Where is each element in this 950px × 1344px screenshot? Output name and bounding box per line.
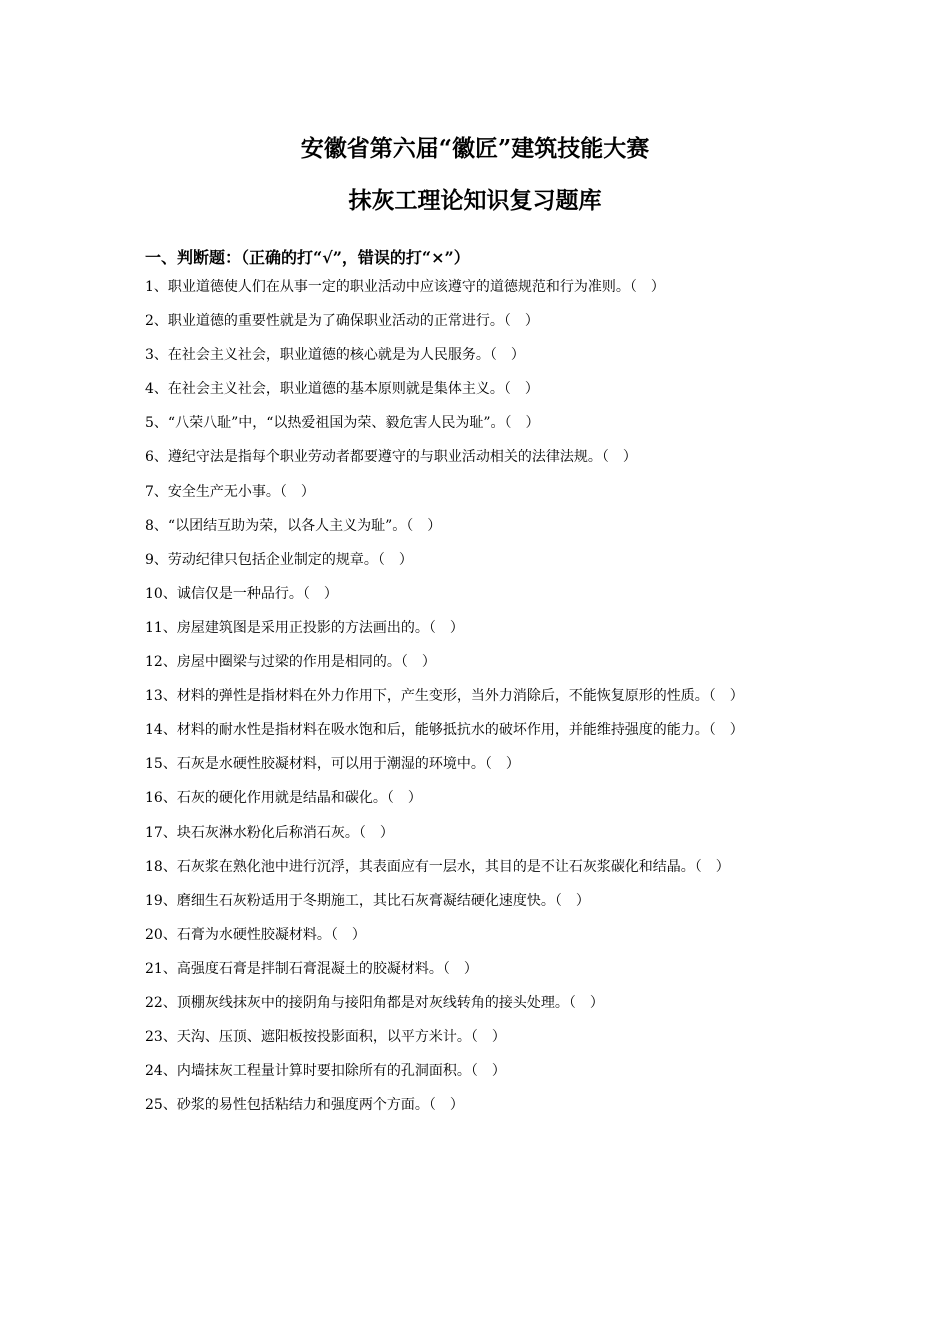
question-item: 2、职业道德的重要性就是为了确保职业活动的正常进行。（ ） bbox=[145, 313, 539, 330]
question-item: 24、内墙抹灰工程量计算时要扣除所有的孔洞面积。（ ） bbox=[145, 1063, 506, 1080]
question-item: 1、职业道德使人们在从事一定的职业活动中应该遵守的道德规范和行为准则。（ ） bbox=[145, 279, 665, 295]
question-item: 12、房屋中圈梁与过梁的作用是相同的。（ ） bbox=[145, 654, 436, 671]
question-item: 21、高强度石膏是拌制石膏混凝土的胶凝材料。（ ） bbox=[145, 960, 478, 977]
question-item: 16、石灰的硬化作用就是结晶和碳化。（ ） bbox=[145, 790, 422, 807]
question-item: 13、材料的弹性是指材料在外力作用下，产生变形，当外力消除后，不能恢复原形的性质。（ ） bbox=[145, 688, 744, 705]
question-item: 25、砂浆的易性包括粘结力和强度两个方面。（ ） bbox=[145, 1097, 464, 1114]
question-item: 20、石膏为水硬性胶凝材料。（ ） bbox=[145, 926, 366, 943]
question-item: 22、顶棚灰线抹灰中的接阴角与接阳角都是对灰线转角的接头处理。（ ） bbox=[145, 994, 604, 1011]
question-item: 18、石灰浆在熟化池中进行沉浮，其表面应有一层水，其目的是不让石灰浆碳化和结晶。（ ） bbox=[145, 858, 730, 875]
question-item: 19、磨细生石灰粉适用于冬期施工，其比石灰膏凝结硬化速度快。（ ） bbox=[145, 892, 590, 909]
question-item: 8、“以团结互助为荣，以各人主义为耻”。（ ） bbox=[145, 517, 442, 534]
question-item: 5、“八荣八耻”中，“以热爱祖国为荣、毅危害人民为耻”。（ ） bbox=[145, 415, 540, 432]
question-item: 4、在社会主义社会，职业道德的基本原则就是集体主义。（ ） bbox=[145, 381, 539, 398]
question-item: 15、石灰是水硬性胶凝材料，可以用于潮湿的环境中。（ ） bbox=[145, 756, 520, 773]
question-item: 17、块石灰淋水粉化后称消石灰。（ ） bbox=[145, 824, 394, 841]
document-subtitle: 抹灰工理论知识复习题库 bbox=[348, 187, 602, 214]
question-item: 3、在社会主义社会，职业道德的核心就是为人民服务。（ ） bbox=[145, 347, 525, 364]
question-item: 7、安全生产无小事。（ ） bbox=[145, 483, 315, 500]
question-item: 9、劳动纪律只包括企业制定的规章。（ ） bbox=[145, 551, 413, 568]
question-item: 23、天沟、压顶、遮阳板按投影面积，以平方米计。（ ） bbox=[145, 1029, 506, 1046]
question-list bbox=[145, 270, 810, 1122]
section-heading-true-false: 一、判断题：（正确的打“√”，错误的打“×”） bbox=[145, 248, 470, 267]
question-item: 6、遵纪守法是指每个职业劳动者都要遵守的与职业活动相关的法律法规。（ ） bbox=[145, 449, 637, 466]
question-item: 11、房屋建筑图是采用正投影的方法画出的。（ ） bbox=[145, 619, 464, 636]
question-item: 10、诚信仅是一种品行。（ ） bbox=[145, 585, 338, 602]
document-title: 安徽省第六届“徽匠”建筑技能大赛 bbox=[300, 135, 650, 162]
question-item: 14、材料的耐水性是指材料在吸水饱和后，能够抵抗水的破坏作用，并能维持强度的能力。（ ） bbox=[145, 722, 744, 739]
